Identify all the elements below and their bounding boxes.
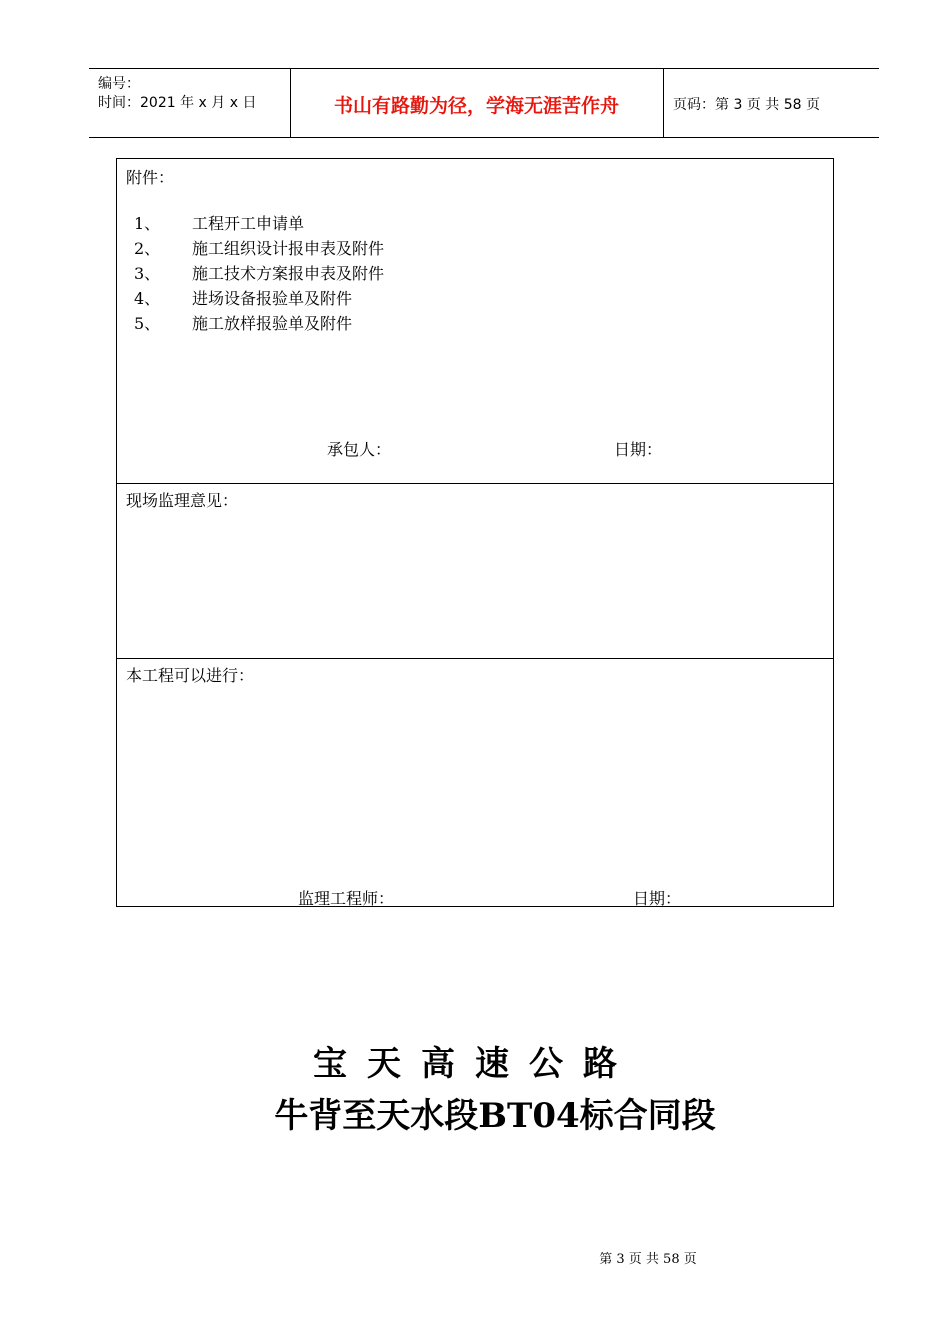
approval-form <box>116 158 834 907</box>
item-number: 2、 <box>134 239 161 258</box>
item-text: 进场设备报验单及附件 <box>192 289 353 308</box>
item-text: 施工技术方案报申表及附件 <box>192 264 385 283</box>
header-motto-cell <box>290 69 664 137</box>
motto-text: 书山有路勤为径，学海无涯苦作舟 <box>333 95 619 117</box>
page-footer: 第 3 页 共 58 页 <box>599 1252 697 1267</box>
item-text: 施工放样报验单及附件 <box>192 314 353 333</box>
contractor-date-label: 日期： <box>614 440 663 459</box>
engineer-signature-label: 监理工程师： <box>298 889 395 908</box>
engineer-date-label: 日期： <box>633 889 682 908</box>
proceed-section <box>117 658 833 906</box>
contractor-signature-label: 承包人： <box>327 440 392 459</box>
time-label: 时间：2021 年 x 月 x 日 <box>98 95 257 111</box>
site-supervision-section <box>117 483 833 659</box>
item-number: 3、 <box>134 264 161 283</box>
page-header <box>89 68 879 138</box>
item-text: 施工组织设计报申表及附件 <box>192 239 385 258</box>
attachments-label: 附件： <box>126 168 175 187</box>
proceed-label: 本工程可以进行： <box>126 666 255 685</box>
page-number-label: 页码：第 3 页 共 58 页 <box>673 97 820 113</box>
project-title-line2: 牛背至天水段BT04标合同段 <box>274 1096 716 1136</box>
item-number: 4、 <box>134 289 161 308</box>
item-text: 工程开工申请单 <box>192 214 305 233</box>
site-supervision-label: 现场监理意见： <box>126 491 239 510</box>
item-number: 1、 <box>134 214 161 233</box>
item-number: 5、 <box>134 314 161 333</box>
header-right-cell <box>664 69 879 137</box>
header-left-cell <box>89 69 291 137</box>
project-title-line1: 宝天高速公路 <box>313 1044 637 1084</box>
attachments-section <box>117 159 833 484</box>
serial-number-label: 编号： <box>98 76 140 92</box>
